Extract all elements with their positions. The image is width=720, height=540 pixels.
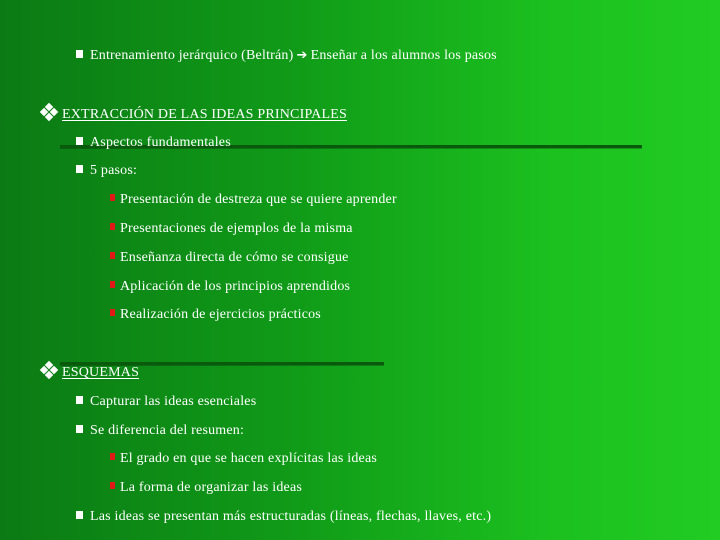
sub-item: La forma de organizar las ideas (110, 479, 302, 497)
intro-right-text: Enseñar a los alumnos los pasos (310, 48, 497, 63)
arrow-right-icon: ➔ (296, 48, 308, 63)
red-bullet-icon (110, 482, 115, 489)
section1-heading (40, 104, 347, 124)
red-bullet-icon (110, 252, 115, 259)
square-bullet-icon (76, 425, 83, 433)
list-item: Las ideas se presentan más estructuradas (líneas, flechas, llaves, etc.) (76, 508, 491, 526)
intro-left-text: Entrenamiento jerárquico (Beltrán) (90, 48, 294, 63)
square-bullet-icon (76, 50, 83, 58)
step-item: Realización de ejercicios prácticos (110, 306, 321, 324)
list-item: 5 pasos: (76, 162, 137, 180)
red-bullet-icon (110, 223, 115, 230)
list-item: Se diferencia del resumen: (76, 422, 244, 440)
step-item: Presentación de destreza que se quiere aprender (110, 191, 397, 209)
sub-item: El grado en que se hacen explícitas las ideas (110, 450, 377, 468)
intro-line (76, 47, 497, 65)
section2-heading (40, 362, 139, 382)
red-bullet-icon (110, 453, 115, 460)
red-bullet-icon (110, 309, 115, 316)
step-item: Presentaciones de ejemplos de la misma (110, 220, 353, 238)
section1-title: EXTRACCIÓN DE LAS IDEAS PRINCIPALES (62, 107, 347, 122)
section2-title: ESQUEMAS (62, 365, 140, 380)
red-bullet-icon (110, 281, 115, 288)
step-item: Aplicación de los principios aprendidos (110, 278, 350, 296)
square-bullet-icon (76, 511, 83, 519)
square-bullet-icon (76, 396, 83, 404)
square-bullet-icon (76, 137, 83, 145)
list-item: Aspectos fundamentales (76, 134, 231, 152)
step-item: Enseñanza directa de cómo se consigue (110, 249, 349, 267)
list-item: Capturar las ideas esenciales (76, 393, 256, 411)
square-bullet-icon (76, 165, 83, 173)
diamond-bullet-icon (40, 104, 58, 120)
red-bullet-icon (110, 194, 115, 201)
diamond-bullet-icon (40, 362, 58, 378)
